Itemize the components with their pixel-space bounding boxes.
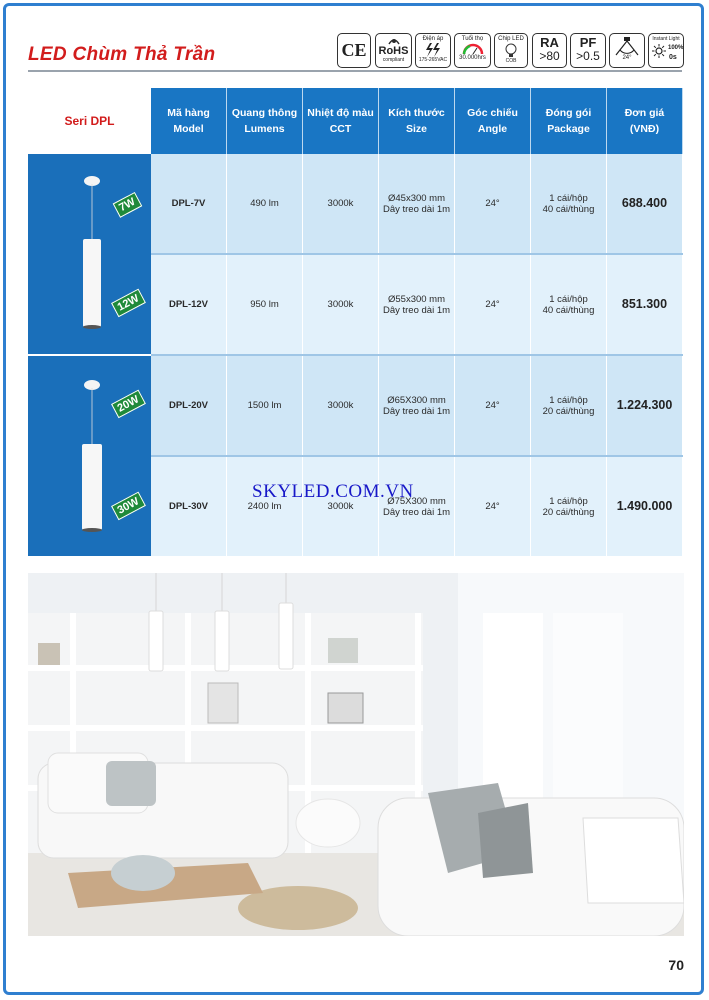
cell-pack2: 40 cái/thùng [542,304,595,316]
column-header-en: Model [173,123,204,135]
rohs-icon: RoHS compliant [375,33,412,68]
table-cell [531,154,607,253]
table-cell [303,457,379,556]
cell-size1: Ø65X300 mm [387,394,446,406]
cell-price: 688.400 [621,196,668,210]
instant-light-icon: Instant Light 100% 0s [648,33,684,68]
table-cell [455,255,531,354]
column-header [531,88,607,154]
table-cell [379,255,455,354]
cell-cct: 3000k [327,198,354,209]
cell-pack1: 1 cái/hộp [549,192,588,204]
chip-led-icon: Chip LED COB [494,33,528,68]
cell-size2: Dây treo dài 1m [382,405,451,417]
column-header-vi: Mã hàng [167,107,210,119]
column-header-vi: Góc chiếu [467,107,518,119]
table-cell [151,154,227,253]
column-header-en: CCT [329,123,352,135]
cell-pack1: 1 cái/hộp [549,394,588,406]
cell-angle: 24° [485,198,500,209]
cell-pack2: 20 cái/thùng [542,506,595,518]
table-cell [531,356,607,455]
cell-cct: 3000k [327,299,354,310]
column-header [303,88,379,154]
column-header-en: Lumens [244,123,285,135]
cell-model: DPL-12V [168,299,209,310]
cell-size1: Ø75X300 mm [387,495,446,507]
cell-model: DPL-30V [168,501,209,512]
table-cell [531,457,607,556]
table-cell [303,356,379,455]
cell-model: DPL-20V [168,400,209,411]
cell-angle: 24° [485,299,500,310]
cell-price: 851.300 [621,297,668,311]
watt-badge: 12W [111,289,146,318]
title-divider [28,70,682,72]
table-cell [607,457,683,556]
cell-size2: Dây treo dài 1m [382,506,451,518]
table-cell [379,457,455,556]
column-header [151,88,227,154]
cell-pack1: 1 cái/hộp [549,293,588,305]
column-header-en: Size [405,123,427,135]
page-title: LED Chùm Thả Trần [28,44,216,65]
table-cell [455,356,531,455]
series-label: Seri DPL [64,114,115,128]
cell-lumens: 2400 lm [247,501,282,512]
column-header-vi: Đóng gói [545,107,592,119]
cell-pack1: 1 cái/hộp [549,495,588,507]
cell-size2: Dây treo dài 1m [382,203,451,215]
column-header [455,88,531,154]
cell-size1: Ø55x300 mm [387,293,446,305]
column-header-en: (VNĐ) [629,123,660,135]
table-cell [151,457,227,556]
column-header-vi: Nhiệt độ màu [307,107,374,119]
table-cell [607,356,683,455]
cell-size1: Ø45x300 mm [387,192,446,204]
cell-cct: 3000k [327,501,354,512]
table-cell [227,356,303,455]
page-number: 70 [668,957,684,973]
watt-badge: 30W [111,492,146,521]
cell-lumens: 490 lm [250,198,279,209]
table-cell [227,457,303,556]
living-room-photo [28,573,684,936]
watt-badge: 20W [111,390,146,419]
table-cell [379,154,455,253]
lifetime-icon: Tuổi thọ 30.000hrs [454,33,491,68]
column-header [379,88,455,154]
cell-angle: 24° [485,501,500,512]
column-header-vi: Đơn giá [624,107,665,119]
table-cell [455,154,531,253]
table-cell [227,154,303,253]
column-header [227,88,303,154]
table-cell [151,255,227,354]
watt-badge: 7W [113,192,142,218]
lamp-image-large [28,356,151,556]
table-cell [227,255,303,354]
cell-pack2: 40 cái/thùng [542,203,595,215]
column-header-vi: Kích thước [388,107,445,119]
column-header-vi: Quang thông [231,107,298,119]
cell-cct: 3000k [327,400,354,411]
beam-angle-icon: 24° [609,33,645,68]
table-cell [303,154,379,253]
table-cell [531,255,607,354]
table-cell [607,255,683,354]
cell-lumens: 950 lm [250,299,279,310]
cell-price: 1.490.000 [616,499,673,513]
table-cell [151,356,227,455]
cell-pack2: 20 cái/thùng [542,405,595,417]
ce-icon: CE [337,33,371,68]
table-cell [455,457,531,556]
cell-angle: 24° [485,400,500,411]
table-cell [379,356,455,455]
cell-lumens: 1500 lm [247,400,282,411]
watermark: SKYLED.COM.VN [252,481,414,502]
pf-icon: PF >0.5 [570,33,606,68]
cell-size2: Dây treo dài 1m [382,304,451,316]
table-cell [607,154,683,253]
voltage-icon: Điện áp 175-265VAC [415,33,451,68]
column-header-en: Package [547,123,590,135]
column-header-en: Angle [477,123,508,135]
cell-price: 1.224.300 [616,398,673,412]
lamp-image-small [28,154,151,354]
cell-model: DPL-7V [171,198,206,209]
ra-icon: RA >80 [532,33,567,68]
table-cell [303,255,379,354]
column-header [607,88,683,154]
